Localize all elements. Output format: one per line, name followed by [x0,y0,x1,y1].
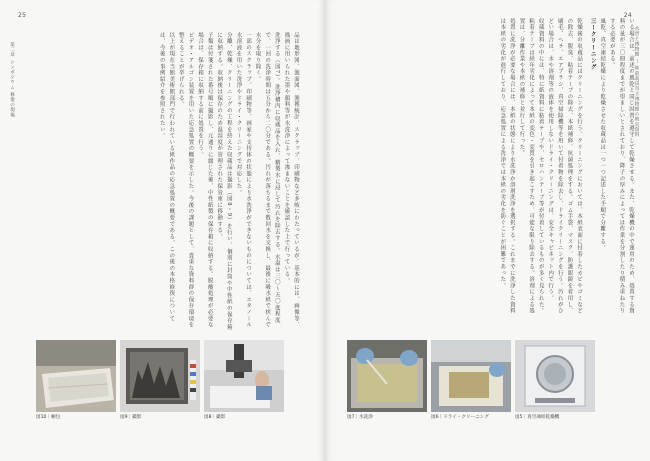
photo-dry-cleaning [431,340,511,412]
caption-fig9: 図9｜撮影 [120,415,142,420]
right-page [325,0,650,461]
left-paragraph: 以上が現在当館美術館部門で行われている紙作品の応急処置の概要である。この後の本格修復については、今後の事例紹介を参照されたい。 [158,32,175,322]
left-paragraph: 洗浄する（図7）。洗浄槽内に収蔵品を入れ、精製水に浸して汚れを除去する。水温は三〇～五〇度程度で、一回の洗浄時間は五分から二〇分である。汚れが落ちるまで数回水を交換し、最後に吸水紙で挟んで水分を取り除く。 [254,32,280,329]
caption-fig5: 図5｜真空凍結乾燥機 [515,415,560,420]
left-paragraph: 分離、乾燥、クリーニングの工程を終えた収蔵品は撮影（図8・9）を行い、個別に封筒や中性紙の保存箱に収納する。収納後は保存のため温湿度が管理された保管庫に移動する。 [216,32,232,331]
left-paragraph: 品は地形図、漁面図、漁獲統計、スクラップ、印刷物など多岐にわたっているが、基本的には、画像等、描画に用いられた墨や顔料等が水洗浄によって滲まないことを確認した上で行っている。 [283,32,299,329]
left-photo-strip [36,340,284,412]
section-heading-text: 三ークリーニング [589,18,596,71]
section-heading-cleaning [587,18,597,318]
right-paragraph: いる場合は、前述の風乾と同じ因習を遵守して乾燥させる。また、乾燥機の中で運用のため、処置する資料の量が三〇冊程度までが望ましいとされており、降子の厚みによっては作業を分割したり積み重ねたりする必要がある。 [608,18,634,315]
caption-fig8: 図8｜撮影 [204,415,226,420]
photo-washing [347,340,427,412]
left-body-text [40,32,300,332]
left-paragraph: 一部のスクラップ、印刷物等、画家や支持体の状態により水洗浄ができないものについては、エタノール水溶液を用いた洗浄やドライ・クリーニングで対応した。 [235,32,252,329]
photo-shooting-camera [204,340,284,412]
caption-fig7: 図7｜水洗浄 [347,415,373,420]
left-captions [36,414,284,420]
right-paragraph: 処置に洗浄が必要な場合には、本紙の状態により水洗浄か溶剤洗浄を選択する。これまでに洗浄した資料は本紙の劣化が進行しており、応急処置による洗浄では本紙の劣化を防ぐことが困難であった。 [499,18,515,315]
left-paragraph: 子類は付箋された番号順に撮影し、元通りに綴じた後、中性紙製の保存箱に収納する。脱酸処理が必要な場合は、保存箱に収納する前に処置を行う。 [197,32,213,329]
photo-packing [36,340,116,412]
right-paragraph: 収蔵資料の中には、特に紙資料に粘着テープや、セロハンテープ等が付着しているものが多く見られた。粘着テープは経年劣化によって本紙の変色・変質を引き起こすため、可能な限り除去する。溶剤による処置は、分離作業や本紙の補修と並行して行った。 [518,18,544,315]
right-body-text [343,18,635,318]
right-captions [347,414,595,420]
left-page-number: 25 [18,12,27,19]
right-photo-strip [347,340,595,412]
right-running-head: 水害と博物館 — 陸前高田市立博物館の被災資料 [634,26,639,138]
right-paragraph: 風乾、真空凍結乾燥により乾燥させた収蔵品は一つ一つ記述した手順で分離する。 [599,18,606,252]
photo-shooting-print [120,340,200,412]
left-running-head: 第二章 シンポジウム 修復の現場 [9,42,15,118]
right-paragraph: 乾燥後の収蔵品にはクリーニングを行う。クリーニングにおいては、本紙表面に付着したカビやゴミなどの除去、脱臭、粘着テープの除去、本紙補修、抗菌処理をする。ゴム手袋、マスク、防護眼鏡を着用し、刷毛、ヘラ、エアブラシ、真空掃除機等を用いて付着物を除去し、ドライクリーニングを行う。汚れがひどい場合は、水や溶剤等の液体を使用しないドライ・クリーニングは、安全キャビネット内で行う。 [547,18,583,315]
right-page-number: 24 [623,12,632,19]
caption-fig10: 図10｜梱包 [36,415,61,420]
photo-freeze-dryer [515,340,595,412]
caption-fig6: 図6｜ドライ・クリーニング [431,415,489,420]
left-paragraph: ビデオ・アルゴン装置を用いた応急処置の概要を示した。今後の課題として、貴重な資料群の保存環境を整えることが挙げられる。 [177,32,194,329]
